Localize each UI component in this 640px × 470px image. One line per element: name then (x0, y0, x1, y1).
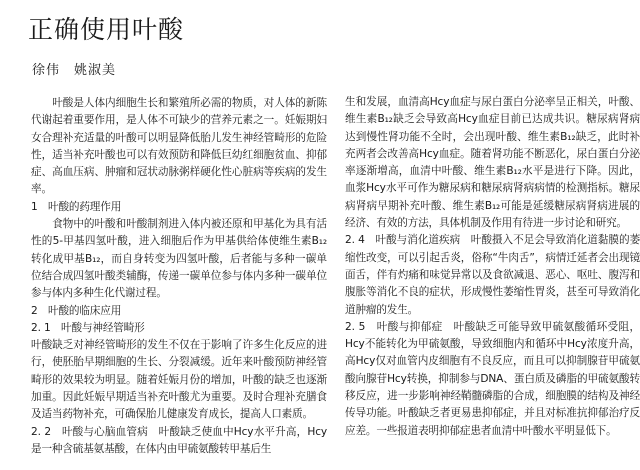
left-column (31, 95, 327, 458)
neural-tube-paragraph: 叶酸缺乏对神经管畸形的发生不仅在于影响了许多生化反应的进行，使胚胎早期细胞的生长、分裂减缓。近年来叶酸预防神经管畸形的效果较为明显。随着妊娠月份的增加，叶酸的缺乏也逐渐加重。因此妊娠早期适当补充叶酸尤为重要。及时合理补充膳食及适当药物补充，可确保胎儿健康发育成长，提高人口素质。 (31, 339, 327, 421)
pharmacology-paragraph: 食物中的叶酸和叶酸制剂进入体内被还原和甲基化为具有活性的5-甲基四氢叶酸，进入细胞后作为甲基供给体使维生素B₁₂转化成甲基B₁₂，而自身转变为四氢叶酸，后者能与多种一碳单位结合成四氢叶酸类辅酶，传递一碳单位参与体内多种一碳单位参与体内多种生化代谢过程。 (31, 218, 327, 300)
digestive-paragraph (345, 232, 640, 318)
digestive-text: 叶酸摄入不足会导致消化道黏膜的萎缩性改变，可以引起舌炎，俗称“牛肉舌”，病情迁延者会出现镜面舌，伴有灼痛和味觉异常以及食欲减退、恶心、呕吐、腹泻和腹胀等消化不良的症状，形成慢性萎缩性胃炎，甚至可导致消化道肿瘤的发生。 (345, 234, 640, 316)
depression-paragraph (345, 319, 640, 440)
right-column (345, 94, 640, 440)
depression-text: 叶酸缺乏可能导致甲硫氨酸循环受阻，Hcy不能转化为甲硫氨酸，导致细胞内和循环中Hcy浓度升高，高Hcy仅对血管内皮细胞有不良反应，而且可以抑制腺苷甲硫氨酸向腺苷Hcy转换，抑制参与DNA、蛋白质及磷脂的甲硫氨酸转移反应，进一步影响神经鞘髓磷脂的合成，细胞膜的结构及神经传导功能。叶酸缺乏者更易患抑郁症，并且对标准抗抑郁治疗反应差。一些报道表明抑郁症患者血清中叶酸水平明显低下。 (345, 320, 640, 437)
cardio-text: 叶酸缺乏使血中Hcy水平升高，Hcy是一种含硫基氨基酸，在体内由甲硫氨酸转甲基后生 (31, 425, 328, 455)
article-authors: 徐伟 姚淑美 (32, 63, 117, 78)
subsection-heading-neural-tube: 2. 1 叶酸与神经管畸形 (31, 321, 145, 334)
section-heading-clinical: 2 叶酸的临床应用 (31, 304, 122, 317)
subsection-heading-digestive: 2. 4 叶酸与消化道疾病 (345, 234, 461, 247)
cardio-paragraph (31, 424, 327, 459)
subsection-heading-depression: 2. 5 叶酸与抑郁症 (345, 320, 443, 333)
subsection-heading-cardio: 2. 2 叶酸与心脑血管病 (31, 425, 148, 438)
diabetes-paragraph: 生和发展，血清高Hcy血症与尿白蛋白分泌率呈正相关，叶酸、维生素B₁₂缺乏会导致高Hcy血症目前已达成共识。糖尿病肾病达到慢性肾功能不全时，会出现叶酸、维生素B₁₂缺乏，此时补充两者会改善高Hcy血症。随着肾功能不断恶化，尿白蛋白分泌率逐渐增高，血清中叶酸、维生素B₁₂水平是进行下降。因此，血浆Hcy水平可作为糖尿病和糖尿病肾病病情的检测指标。糖尿病肾病早期补充叶酸、维生素B₁₂可能是延缓糖尿病肾病进展的经济、有效的方法，具体机制及作用有待进一步讨论和研究。 (345, 96, 640, 230)
article-title: 正确使用叶酸 (28, 15, 185, 44)
section-heading-pharmacology: 1 叶酸的药理作用 (31, 200, 122, 213)
intro-paragraph: 叶酸是人体内细胞生长和繁殖所必需的物质，对人体的新陈代谢起着重要作用，是人体不可缺少的营养元素之一。妊娠期妇女合理补充适量的叶酸可以明显降低胎儿发生神经管畸形的危险性，适当补充叶酸也可以有效预防和降低巨幼红细胞贫血、抑郁症、高血压病、肿瘤和冠状动脉粥样硬化性心脏病等疾病的发生率。 (31, 97, 327, 196)
